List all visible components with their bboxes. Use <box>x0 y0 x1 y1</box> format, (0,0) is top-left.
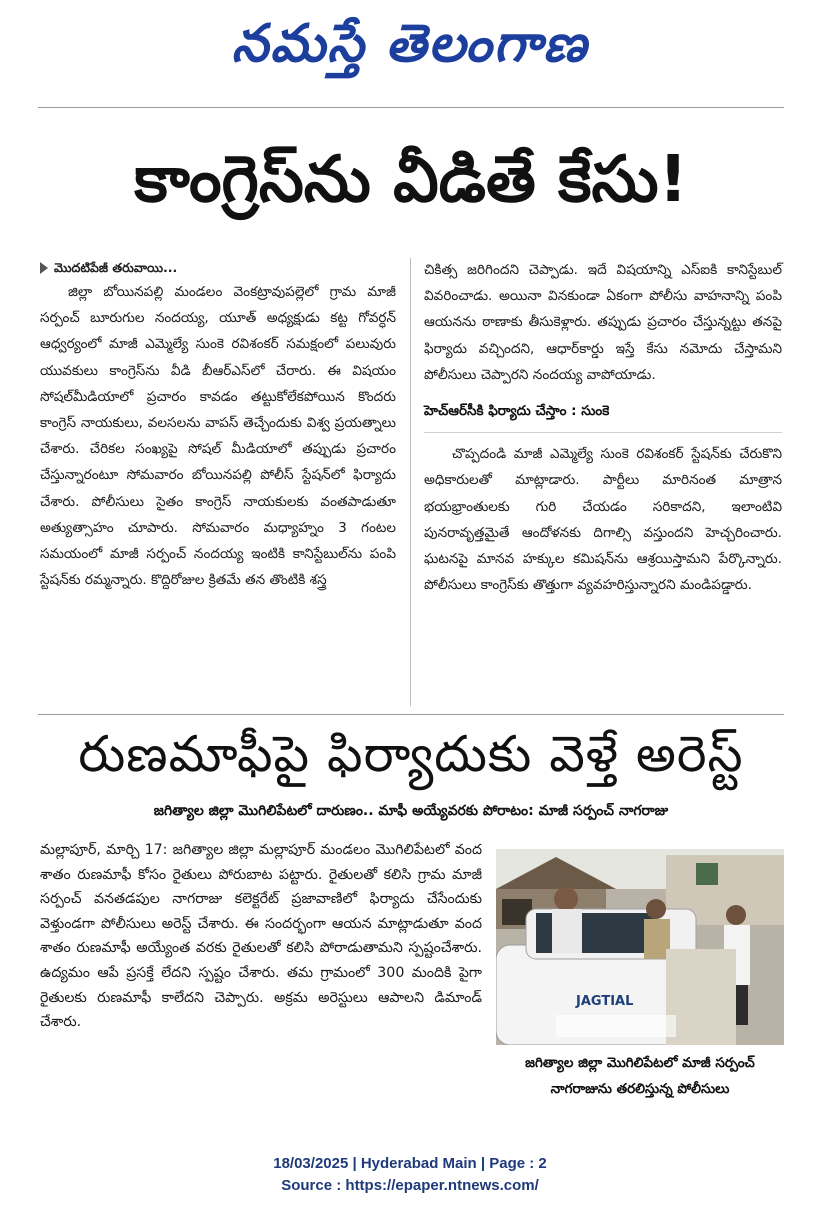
story1-right-paragraph: చికిత్స జరిగిందని చెప్పాడు. ఇదే విషయాన్ని ఎస్ఐకి కానిస్టేబుల్ వివరించాడు. అయినా వినకుండా ఏకంగా పోలీసు వాహనాన్ని పంపి ఆయనను ఠాణాకు తీసుకెళ్లారు. తప్పుడు ప్రచారం చేస్తున్నట్టు తనపై ఫిర్యాదు వచ్చిందని, ఆధార్‌కార్డు ఇస్తే కేసు నమోదు చేస్తామని పోలీసులు చెప్పారని నందయ్య వాపోయాడు. <box>424 262 782 383</box>
footer-source[interactable]: Source : https://epaper.ntnews.com/ <box>281 1177 539 1194</box>
continued-marker <box>40 257 396 279</box>
arrow-right-icon <box>40 262 48 274</box>
story1-subheading: హెచ్‌ఆర్‌సీకి ఫిర్యాదు చేస్తాం : సుంకె <box>424 398 782 433</box>
continued-label: మొదటిపేజీ తరువాయి... <box>54 259 178 275</box>
story1-right-paragraph-2: చొప్పదండి మాజీ ఎమ్మెల్యే సుంకె రవిశంకర్ స్టేషన్‌కు చేరుకొని అధికారులతో మాట్లాడారు. పార్టీలు మారినంత మాత్రాన భయభ్రాంతులకు గురి చేయడం సరికాదని, ఇలాంటివి పునరావృత్తమైతే ఆందోళనకు దిగాల్సి వస్తుందని హెచ్చరించారు. ఘటనపై మానవ హక్కుల కమిషన్‌ను ఆశ్రయిస్తామని పేర్కొన్నారు. పోలీసులు కాంగ్రెస్‌కు తొత్తుగా వ్యవహరిస్తున్నారని మండిపడ్డారు. <box>424 446 782 594</box>
story1-right-column <box>424 257 782 598</box>
story1-left-paragraph: జిల్లా బోయినపల్లి మండలం వెంకట్రావుపల్లెలో గ్రామ మాజీ సర్పంచ్ బూరుగుల నందయ్య, యూత్ అధ్యక్షుడు కట్ట గోవర్ధన్ ఆధ్వర్యంలో మాజీ ఎమ్మెల్యే సుంకె రవిశంకర్ సమక్షంలో పలువురు యువకులు కాంగ్రెస్‌ను వీడి బీఆర్‌ఎస్‌లో చేరారు. ఈ విషయం సోషల్‌మీడియాలో ప్రచారం కావడం తట్టుకోలేకపోయిన కొందరు కాంగ్రెస్ నాయకులు, వలసలను వాపస్ తెచ్చేందుకు విశ్వ ప్రయత్నాలు చేశారు. చేరికల సంఖ్యపై సోషల్ మీడియాలో తప్పుడు ప్రచారం చేస్తున్నారంటూ సోమవారం బోయినపల్లి పోలీస్ స్టేషన్‌లో ఫిర్యాదు చేశారు. పోలీసులు సైతం కాంగ్రెస్ నాయకులకు వంతపాడుతూ అత్యుత్సాహం చూపారు. సోమవారం మధ్యాహ్నం 3 గంటల సమయంలో మాజీ సర్పంచ్ నందయ్య ఇంటికి కానిస్టేబుల్‌ను పంపి స్టేషన్‌కు రమ్మన్నారు. కొద్దిరోజుల క్రితమే తన తొంటికి శస్త్ర <box>40 284 396 589</box>
story2-paragraph: మల్లాపూర్, మార్చి 17: జగిత్యాల జిల్లా మల్లాపూర్ మండలం మొగిలిపేటలో వంద శాతం రుణమాఫీ కోసం రైతులు పోరుబాట పట్టారు. రైతులతో కలిసి గ్రామ మాజీ సర్పంచ్ వనతడపుల నాగరాజు కలెక్టరేట్ ప్రజావాణిలో ఫిర్యాదు చేసేందుకు వెళ్తుండగా పోలీసులు అరెస్ట్ చేశారు. ఈ సందర్భంగా ఆయన మాట్లాడుతూ వంద శాతం రుణమాఫీ అయ్యేంత వరకు రైతులతో కలిసి పోరాడుతామని స్పష్టంచేశారు. ఉద్యమం ఆపే ప్రసక్తే లేదని స్పష్టం చేశారు. తమ గ్రామంలో 300 మందికి పైగా రైతులకు రుణమాఫీ కాలేదని చెప్పారు. అక్రమ అరెస్టులు ఆపాలని డిమాండ్ చేశారు. <box>40 842 482 1031</box>
story2-headline: రుణమాఫీపై ఫిర్యాదుకు వెళ్తే అరెస్ట్ <box>78 724 744 783</box>
story2-kicker: జగిత్యాల జిల్లా మొగిలిపేటలో దారుణం.. మాఫీ అయ్యేవరకు పోరాటం: మాజీ సర్పంచ్ నాగరాజు <box>153 803 669 819</box>
police-vehicle-photo <box>496 849 784 1045</box>
masthead <box>0 0 820 100</box>
story2-body <box>40 838 482 1035</box>
photo-caption: జగిత్యాల జిల్లా మొగిలిపేటలో మాజీ సర్పంచ్ నాగరాజును తరలిస్తున్న పోలీసులు <box>525 1055 755 1097</box>
newspaper-logo: నమస్తే తెలంగాణ <box>231 13 589 74</box>
footer-date-edition: 18/03/2025 | Hyderabad Main | Page : 2 <box>273 1155 547 1172</box>
column-divider <box>410 258 411 706</box>
top-divider <box>38 107 784 108</box>
page-footer <box>0 1153 820 1197</box>
story1-left-column <box>40 257 396 593</box>
story1-headline: కాంగ్రెస్‌ను వీడితే కేసు! <box>134 142 688 217</box>
vehicle-label: JAGTIAL <box>576 994 634 1009</box>
middle-divider <box>38 714 784 715</box>
news-photo <box>496 849 784 1045</box>
